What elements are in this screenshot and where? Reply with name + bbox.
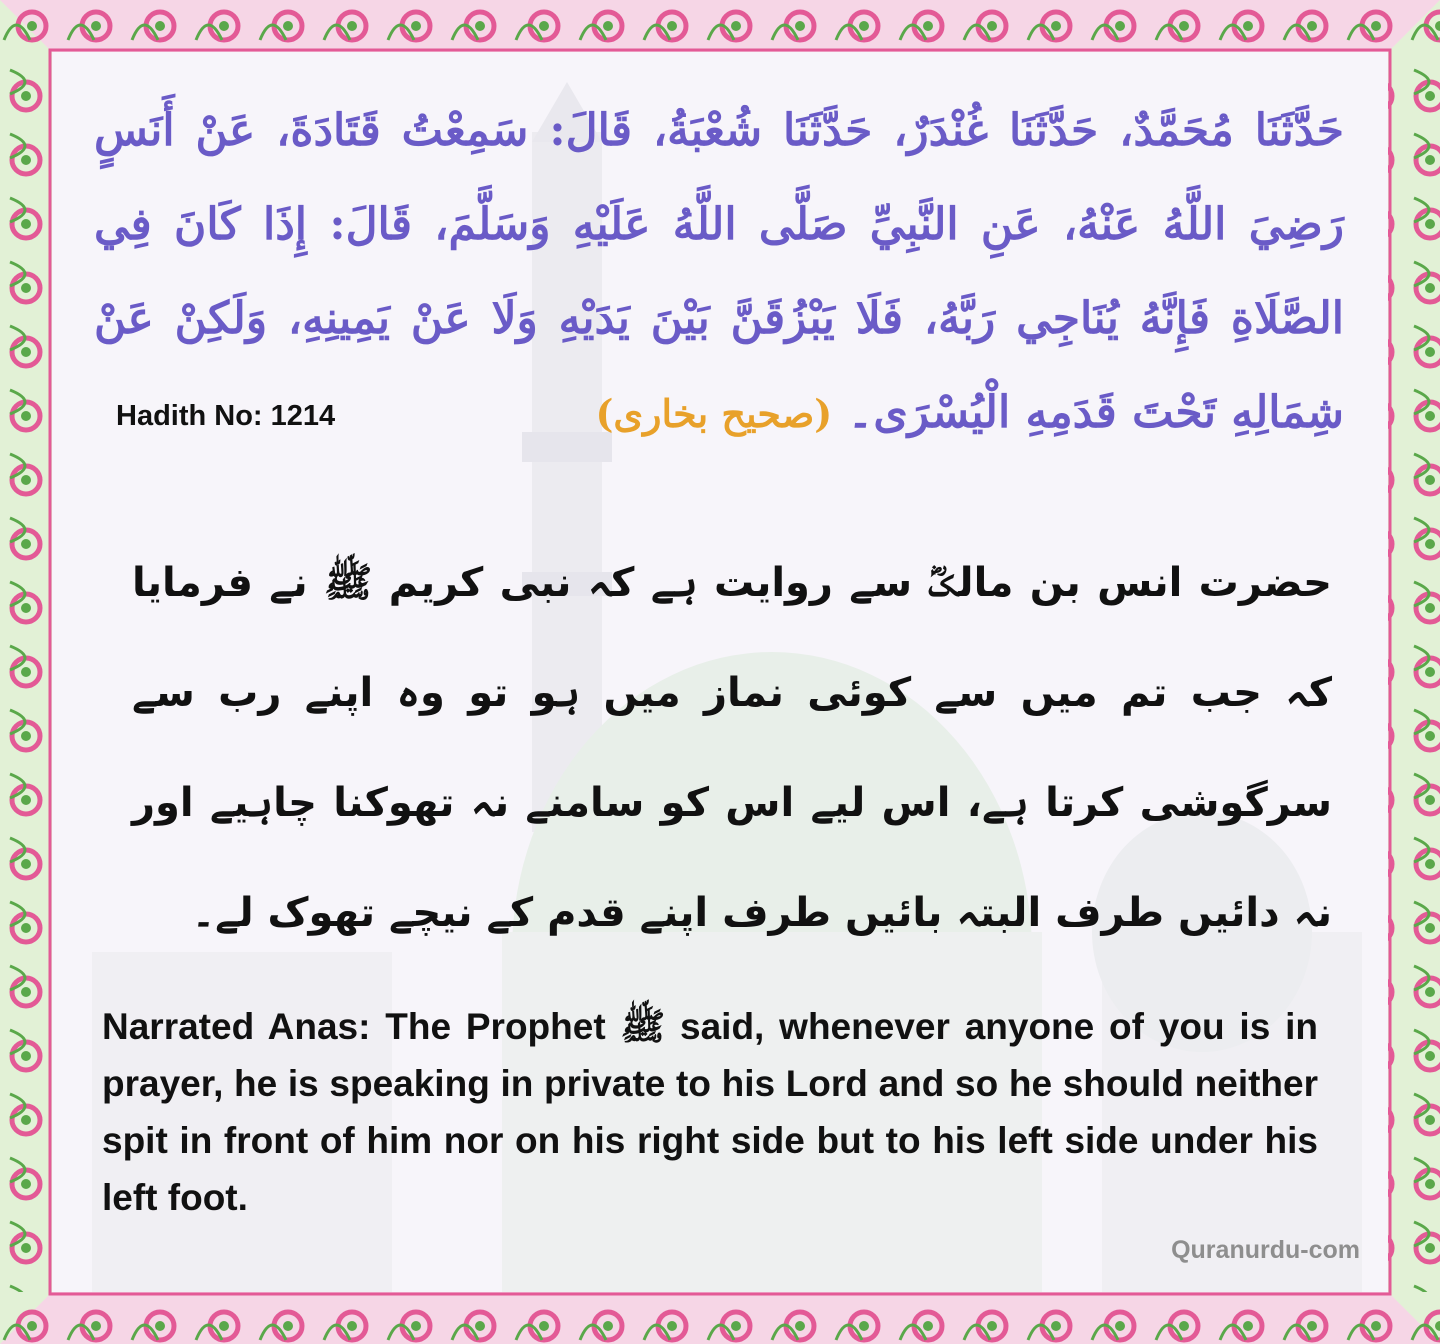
arabic-text: حَدَّثَنَا مُحَمَّدٌ، حَدَّثَنَا غُنْدَرٌ، حَدَّثَنَا شُعْبَةُ، قَالَ: سَمِعْتُ قَتَادَةَ، عَنْ أَنَسٍ رَضِيَ اللَّهُ عَنْهُ، عَنِ النَّبِيِّ صَلَّى اللَّهُ عَلَيْهِ وَسَلَّمَ، قَالَ: إِذَا كَانَ فِي الصَّلَاةِ فَإِنَّهُ يُنَاجِي رَبَّهُ، فَلَا يَبْزُقَنَّ بَيْنَ يَدَيْهِ وَلَا عَنْ يَمِينِهِ، وَلَكِنْ عَنْ شِمَالِهِ تَحْتَ قَدَمِهِ الْيُسْرَى۔ [94, 105, 1344, 438]
hadith-number: Hadith No: 1214 [116, 400, 336, 432]
english-translation: Narrated Anas: The Prophet ﷺ said, whenever anyone of you is in prayer, he is speaking in private to his Lord and so he should neither spit in front of him nor on his right side but to his left side under his left foot. [102, 1006, 1318, 1218]
urdu-translation: حضرت انس بن مالکؓ سے روایت ہے کہ نبی کریم ﷺ نے فرمایا کہ جب تم میں سے کوئی نماز میں ہو تو وہ اپنے رب سے سرگوشی کرتا ہے، اس لیے اس کو سامنے نہ تھوکنا چاہیے اور نہ دائیں طرف البتہ بائیں طرف اپنے قدم کے نیچے تھوک لے۔ [132, 560, 1332, 936]
source-label: (صحیح بخاری) [595, 391, 833, 436]
brand-watermark: Quranurdu-com [1171, 1236, 1360, 1264]
